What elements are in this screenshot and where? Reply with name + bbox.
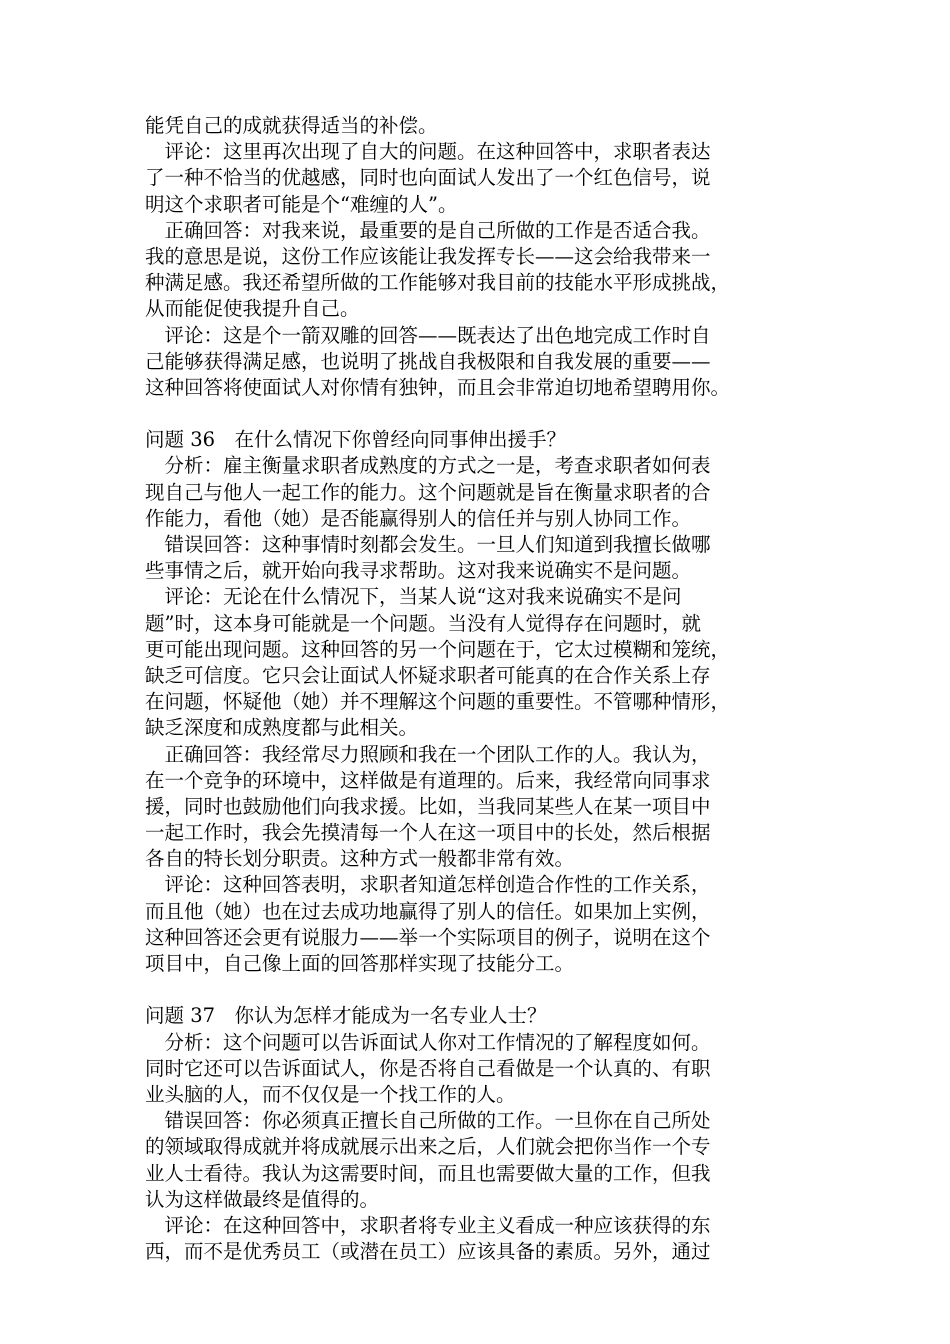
text-line: 同时它还可以告诉面试人，你是否将自己看做是一个认真的、有职 [145,1056,711,1080]
text-line: 在一个竞争的环境中，这样做是有道理的。后来，我经常向同事求 [145,768,711,792]
text-line: 些事情之后，就开始向我寻求帮助。这对我来说确实不是问题。 [145,559,692,583]
text-line: 西，而不是优秀员工（或潜在员工）应该具备的素质。另外，通过 [145,1240,711,1264]
text-line: 现自己与他人一起工作的能力。这个问题就是旨在衡量求职者的合 [145,480,711,504]
text-line: 分析：这个问题可以告诉面试人你对工作情况的了解程度如何。 [145,1030,711,1054]
text-line: 缺乏可信度。它只会让面试人怀疑求职者可能真的在合作关系上存 [145,663,711,687]
text-line: 己能够获得满足感，也说明了挑战自我极限和自我发展的重要—— [145,349,711,373]
text-line: 能凭自己的成就获得适当的补偿。 [145,114,438,137]
text-line: 评论：这里再次出现了自大的问题。在这种回答中，求职者表达 [145,140,711,164]
text-line: 题”时，这本身可能就是一个问题。当没有人觉得存在问题时，就 [145,611,701,635]
text-line: 明这个求职者可能是个“难缠的人”。 [145,192,458,216]
text-line: 业头脑的人，而不仅仅是一个找工作的人。 [145,1082,516,1106]
text-line: 评论：无论在什么情况下，当某人说“这对我来说确实不是问 [145,585,682,609]
question-heading: 问题 36 在什么情况下你曾经向同事伸出援手？ [145,428,567,452]
text-line: 评论：这种回答表明，求职者知道怎样创造合作性的工作关系， [145,873,711,897]
paragraph-gap [145,401,810,427]
text-line: 我的意思是说，这份工作应该能让我发挥专长——这会给我带来一 [145,244,711,268]
document-page [145,113,810,1265]
text-line: 在问题，怀疑他（她）并不理解这个问题的重要性。不管哪种情形， [145,690,731,714]
text-line: 各自的特长划分职责。这种方式一般都非常有效。 [145,847,575,871]
text-line: 作能力，看他（她）是否能赢得别人的信任并与别人协同工作。 [145,506,692,530]
text-line: 一起工作时，我会先摸清每一个人在这一项目中的长处，然后根据 [145,821,711,845]
text-line: 评论：在这种回答中，求职者将专业主义看成一种应该获得的东 [145,1213,711,1237]
text-line: 错误回答：你必须真正擅长自己所做的工作。一旦你在自己所处 [145,1109,711,1133]
text-line: 这种回答还会更有说服力——举一个实际项目的例子，说明在这个 [145,925,711,949]
text-line: 缺乏深度和成熟度都与此相关。 [145,716,419,740]
question-heading: 问题 37 你认为怎样才能成为一名专业人士？ [145,1004,547,1028]
text-line: 正确回答：我经常尽力照顾和我在一个团队工作的人。我认为， [145,742,711,766]
paragraph-gap [145,977,810,1003]
text-line: 分析：雇主衡量求职者成熟度的方式之一是，考查求职者如何表 [145,454,711,478]
text-line: 援，同时也鼓励他们向我求援。比如，当我同某些人在某一项目中 [145,794,711,818]
text-line: 项目中，自己像上面的回答那样实现了技能分工。 [145,952,575,975]
text-line: 种满足感。我还希望所做的工作能够对我目前的技能水平形成挑战， [145,271,731,295]
text-line: 认为这样做最终是值得的。 [145,1187,380,1211]
text-line: 从而能促使我提升自己。 [145,297,360,321]
text-line: 了一种不恰当的优越感，同时也向面试人发出了一个红色信号，说 [145,166,711,190]
text-line: 业人士看待。我认为这需要时间，而且也需要做大量的工作，但我 [145,1161,711,1185]
text-line: 这种回答将使面试人对你情有独钟，而且会非常迫切地希望聘用你。 [145,375,731,399]
text-line: 错误回答：这种事情时刻都会发生。一旦人们知道到我擅长做哪 [145,533,711,556]
text-line: 而且他（她）也在过去成功地赢得了别人的信任。如果加上实例， [145,899,711,923]
text-line: 更可能出现问题。这种回答的另一个问题在于，它太过模糊和笼统， [145,637,731,661]
text-line: 的领域取得成就并将成就展示出来之后，人们就会把你当作一个专 [145,1135,711,1159]
text-line: 正确回答：对我来说，最重要的是自己所做的工作是否适合我。 [145,218,711,242]
text-line: 评论：这是个一箭双雕的回答——既表达了出色地完成工作时自 [145,323,711,347]
